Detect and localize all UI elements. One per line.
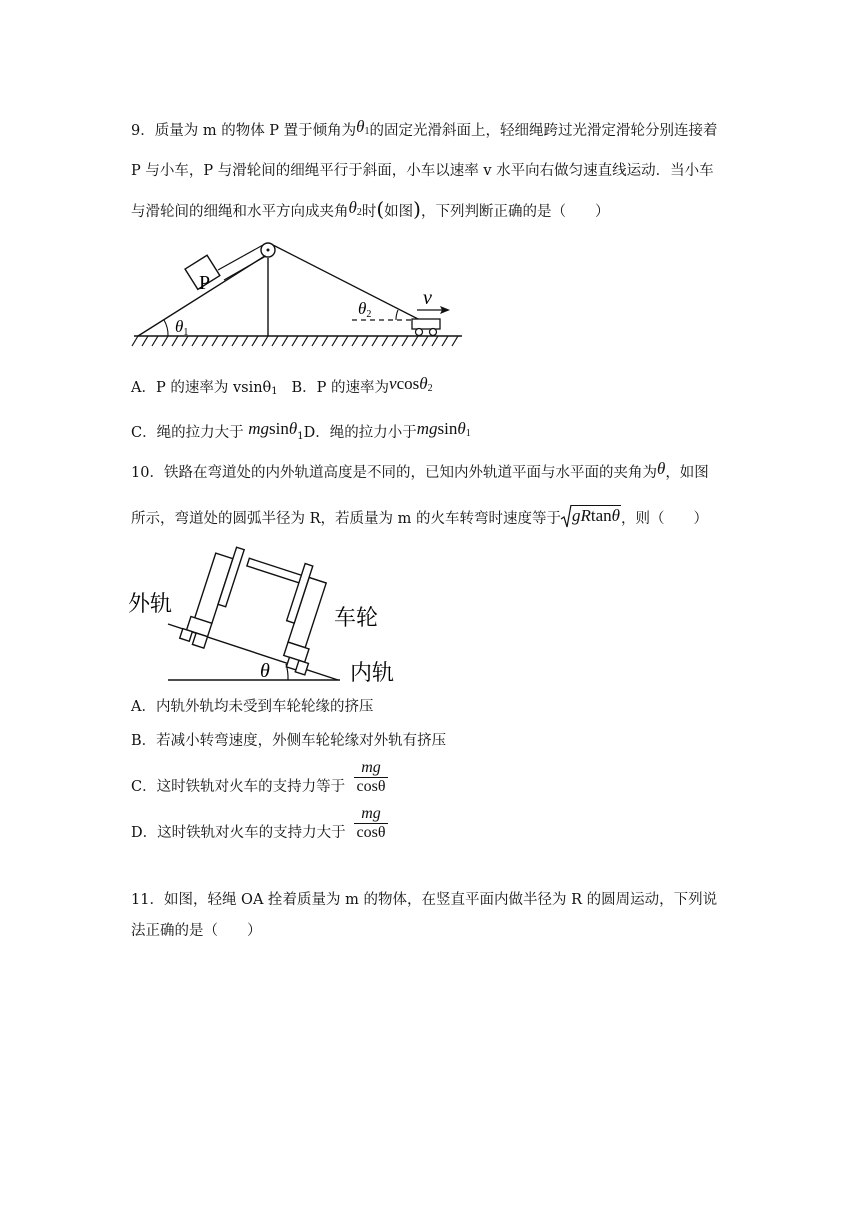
- cart-wheel: [416, 329, 423, 336]
- q9-options-cd: [131, 419, 471, 447]
- theta1-label: θ1: [175, 317, 189, 338]
- cart-body: [412, 319, 440, 329]
- q9-text: 与滑轮间的细绳和水平方向成夹角: [131, 204, 349, 220]
- sqrt-sign: [561, 505, 571, 529]
- q9-options-ab: [131, 374, 433, 402]
- string-cart: [273, 245, 420, 320]
- q9-incline-figure: [130, 236, 470, 356]
- q10-option-b: B．若减小转弯速度，外侧车轮轮缘对外轨有挤压: [131, 733, 447, 749]
- outer-rail-label: 外轨: [128, 592, 173, 617]
- q10-option-d: D．这时铁轨对火车的支持力大于: [131, 825, 346, 841]
- q11-stem-line2: 法正确的是（ ）: [131, 923, 262, 939]
- block-p-label: P: [199, 272, 211, 294]
- bank-theta-label: θ: [260, 660, 270, 682]
- q11-stem-line1: 11．如图，轻绳 OA 拴着质量为 m 的物体，在竖直平面内做半径为 R 的圆周运动，下列说: [131, 892, 718, 908]
- q10-rail-figure: [128, 538, 408, 688]
- q10-option-a: A．内轨外轨均未受到车轮轮缘的挤压: [131, 699, 374, 715]
- q9-text: ，下列判断正确的是（ ）: [420, 204, 610, 220]
- inner-rail-label: 内轨: [350, 661, 395, 686]
- theta1-arc: [164, 320, 168, 336]
- q9-theta1: $\theta_1$: [356, 117, 370, 137]
- q10-stem-line2: 所示，弯道处的圆弧半径为 R，若质量为 m 的火车转弯时速度等于 gRtanθ，则（ ）: [131, 506, 709, 527]
- q10-stem-line1: 10．铁路在弯道处的内外轨道高度是不同的，已知内外轨道平面与水平面的夹角为θ，如图: [131, 459, 709, 481]
- velocity-label: v: [423, 287, 432, 309]
- q9-text: 9．质量为 m 的物体 P 置于倾角为: [131, 123, 357, 139]
- q9-option-b: B．P 的速率为vcosθ$_2$: [291, 374, 433, 396]
- q9-stem-line3: [131, 199, 609, 226]
- q9-text: 时: [361, 204, 377, 220]
- q10-sqrt-expr: gRtanθ: [572, 506, 621, 525]
- cart-wheel: [430, 329, 437, 336]
- string-incline: [218, 245, 263, 270]
- ground-hatch: [132, 336, 458, 346]
- q10-option-c-fraction: mg cosθ: [353, 759, 389, 796]
- q9-option-a: A．P 的速率为 vsinθ$_1$: [131, 380, 278, 397]
- q9-option-c: C．绳的拉力大于 mgsinθ$_1$: [131, 419, 304, 442]
- q9-text: 的固定光滑斜面上，轻细绳跨过光滑定滑轮分别连接着: [369, 123, 718, 139]
- q9-option-d: D．绳的拉力小于mgsinθ$_1$: [303, 419, 471, 441]
- q9-stem-line1: [131, 117, 718, 145]
- q10-theta: θ: [656, 459, 666, 478]
- q9-text: 如图: [384, 204, 414, 220]
- theta2-arc: [396, 310, 398, 320]
- q10-option-c: C．这时铁轨对火车的支持力等于: [131, 779, 346, 795]
- q9-theta2: $\theta_2$: [348, 198, 362, 218]
- q9-paren: ): [413, 197, 421, 221]
- q9-stem-line2: P 与小车，P 与滑轮间的细绳平行于斜面，小车以速率 v 水平向右做匀速直线运动．当小车: [131, 163, 714, 179]
- outer-wheel: [179, 539, 244, 650]
- q9-paren: (: [376, 197, 385, 221]
- inner-wheel: [272, 564, 337, 675]
- q10-option-d-fraction: mg cosθ: [353, 805, 389, 842]
- wheel-label: 车轮: [334, 606, 379, 631]
- theta2-label: θ2: [358, 299, 372, 320]
